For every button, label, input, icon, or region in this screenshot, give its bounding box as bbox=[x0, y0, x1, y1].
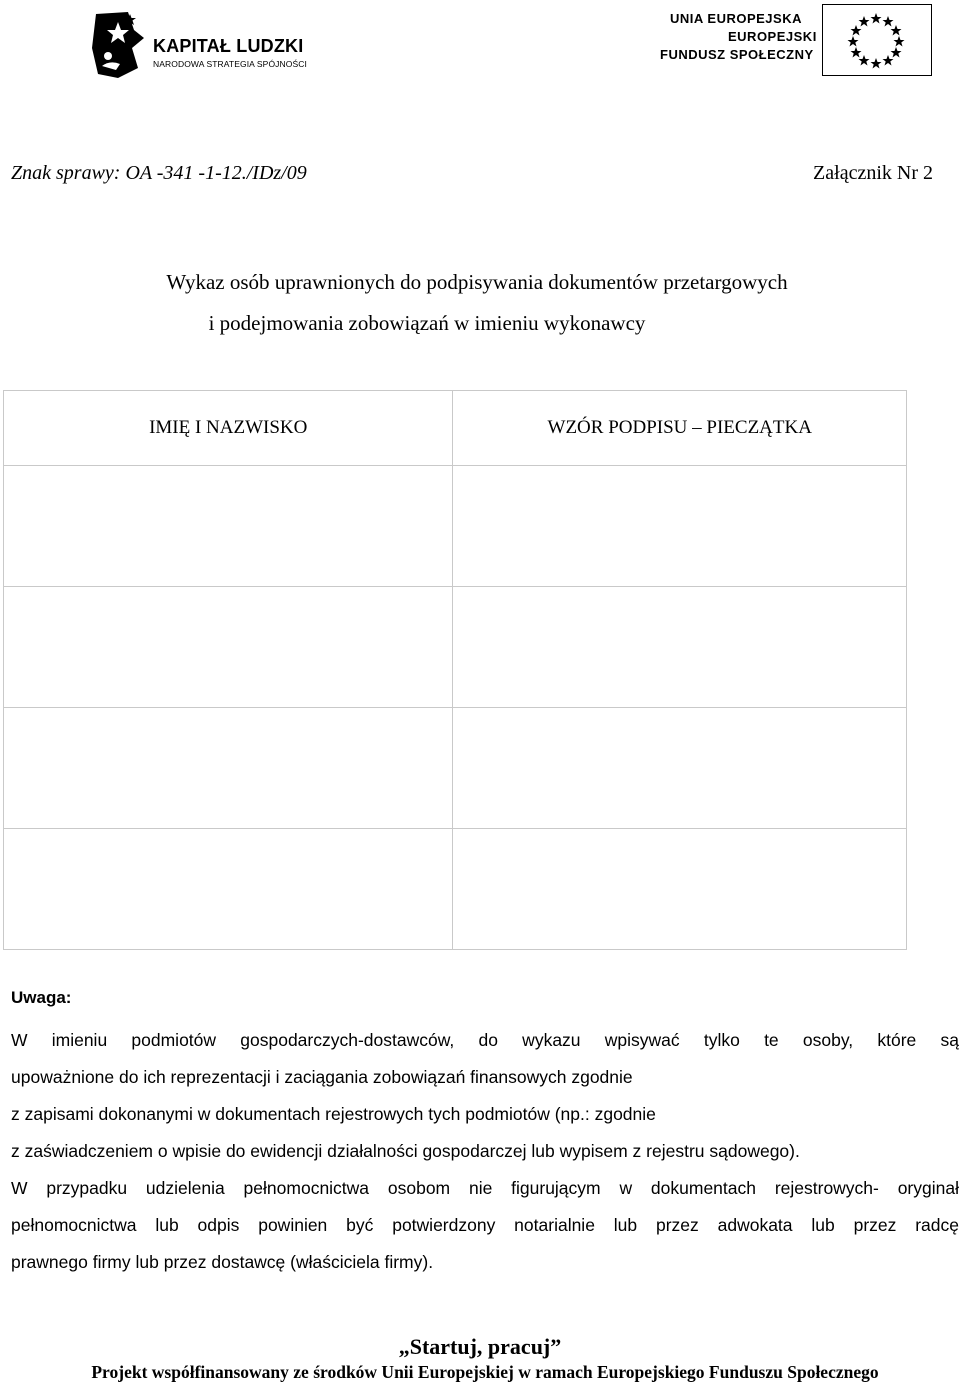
table-row bbox=[4, 708, 907, 829]
signature-cell[interactable] bbox=[453, 708, 907, 829]
signature-cell[interactable] bbox=[453, 466, 907, 587]
column-header-signature: WZÓR PODPISU – PIECZĄTKA bbox=[453, 391, 907, 466]
name-cell[interactable] bbox=[4, 708, 453, 829]
name-cell[interactable] bbox=[4, 587, 453, 708]
eu-line-3: FUNDUSZ SPOŁECZNY bbox=[660, 47, 814, 62]
note-line: upoważnione do ich reprezentacji i zaciągania zobowiązań finansowych zgodnie bbox=[11, 1067, 633, 1087]
signature-table bbox=[3, 390, 907, 950]
eu-efs-text bbox=[660, 10, 817, 64]
table-header-row bbox=[4, 391, 907, 466]
note-line: W imieniu podmiotów gospodarczych-dostawców, do wykazu wpisywać tylko te osoby, które są bbox=[11, 1030, 959, 1050]
signature-cell[interactable] bbox=[453, 587, 907, 708]
note-label: Uwaga: bbox=[11, 988, 72, 1007]
case-number: Znak sprawy: OA -341 -1-12./IDz/09 bbox=[11, 162, 307, 184]
table-row bbox=[4, 466, 907, 587]
signature-cell[interactable] bbox=[453, 829, 907, 950]
document-title-line-2: i podejmowania zobowiązań w imieniu wykonawcy bbox=[208, 311, 646, 335]
eu-line-1: UNIA EUROPEJSKA bbox=[670, 11, 802, 26]
kapital-ludzki-logo bbox=[88, 8, 328, 82]
name-cell[interactable] bbox=[4, 829, 453, 950]
note-line: W przypadku udzielenia pełnomocnictwa osobom nie figurującym w dokumentach rejestrowych- oryginał bbox=[11, 1178, 959, 1198]
note-line: pełnomocnictwa lub odpis powinien być potwierdzony notarialnie lub przez adwokata lub przez radcę bbox=[11, 1215, 959, 1235]
footer-project-info: Projekt współfinansowany ze środków Unii Europejskiej w ramach Europejskiego Funduszu Społecznego bbox=[91, 1362, 879, 1382]
kapital-ludzki-emblem-icon bbox=[88, 8, 150, 82]
kapital-ludzki-title: KAPITAŁ LUDZKI bbox=[153, 36, 304, 56]
table-row bbox=[4, 829, 907, 950]
note-line: prawnego firmy lub przez dostawcę (właściciela firmy). bbox=[11, 1252, 434, 1272]
name-cell[interactable] bbox=[4, 466, 453, 587]
footer-slogan: „Startuj, pracuj” bbox=[398, 1334, 562, 1359]
document-title-line-1: Wykaz osób uprawnionych do podpisywania dokumentów przetargowych bbox=[166, 270, 788, 294]
table-row bbox=[4, 587, 907, 708]
attachment-number: Załącznik Nr 2 bbox=[813, 162, 933, 184]
eu-efs-logo bbox=[660, 4, 936, 78]
eu-flag-icon bbox=[822, 4, 932, 76]
eu-line-2: EUROPEJSKI bbox=[728, 29, 817, 44]
note-line: z zaświadczeniem o wpisie do ewidencji działalności gospodarczej lub wypisem z rejestru sądowego). bbox=[11, 1141, 800, 1161]
note-line: z zapisami dokonanymi w dokumentach rejestrowych tych podmiotów (np.: zgodnie bbox=[11, 1104, 656, 1124]
kapital-ludzki-subtitle: NARODOWA STRATEGIA SPÓJNOŚCI bbox=[153, 59, 307, 69]
column-header-name: IMIĘ I NAZWISKO bbox=[4, 391, 453, 466]
